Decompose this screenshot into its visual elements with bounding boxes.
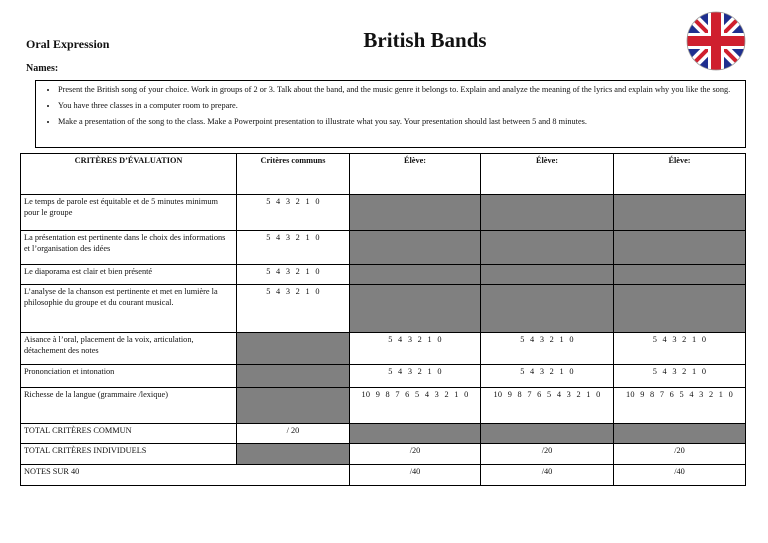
names-label: Names:	[26, 63, 59, 74]
notes-student-2: /40	[481, 465, 614, 486]
evaluation-table	[20, 153, 746, 486]
header-common: Critères communs	[237, 154, 350, 195]
common-score-scale: 5 4 3 2 1 0	[237, 195, 350, 231]
table-header-row	[21, 154, 746, 195]
table-row	[21, 265, 746, 285]
student-1-score-scale: 10 9 8 7 6 5 4 3 2 1 0	[350, 388, 481, 424]
criterion-label: Aisance à l’oral, placement de la voix, articulation, détachement des notes	[21, 333, 237, 365]
header-criteria: CRITÈRES D’ÉVALUATION	[21, 154, 237, 195]
common-score-scale: 5 4 3 2 1 0	[237, 231, 350, 265]
shaded-cell	[614, 195, 746, 231]
shaded-cell	[350, 285, 481, 333]
total-individual-student-1: /20	[350, 444, 481, 465]
shaded-cell	[481, 195, 614, 231]
shaded-cell	[237, 333, 350, 365]
student-1-score-scale: 5 4 3 2 1 0	[350, 365, 481, 388]
shaded-cell	[614, 424, 746, 444]
criterion-label: Le temps de parole est équitable et de 5 minutes minimum pour le groupe	[21, 195, 237, 231]
table-row	[21, 365, 746, 388]
total-individual-row	[21, 444, 746, 465]
shaded-cell	[481, 231, 614, 265]
instruction-item: • You have three classes in a computer room to prepare.	[58, 100, 739, 111]
shaded-cell	[350, 265, 481, 285]
shaded-cell	[237, 365, 350, 388]
total-common-value: / 20	[237, 424, 350, 444]
shaded-cell	[481, 265, 614, 285]
student-2-score-scale: 5 4 3 2 1 0	[481, 365, 614, 388]
shaded-cell	[614, 231, 746, 265]
table-row	[21, 285, 746, 333]
notes-student-3: /40	[614, 465, 746, 486]
notes-label: NOTES SUR 40	[21, 465, 350, 486]
student-1-score-scale: 5 4 3 2 1 0	[350, 333, 481, 365]
common-score-scale: 5 4 3 2 1 0	[237, 285, 350, 333]
total-individual-student-3: /20	[614, 444, 746, 465]
page-title: British Bands	[363, 28, 487, 52]
student-3-score-scale: 5 4 3 2 1 0	[614, 333, 746, 365]
student-2-score-scale: 10 9 8 7 6 5 4 3 2 1 0	[481, 388, 614, 424]
instruction-item: • Present the British song of your choice. Work in groups of 2 or 3. Talk about the band, and the music genre it belongs to. Explain and analyze the meaning of the lyrics and explain why you like the song.	[58, 84, 739, 95]
total-individual-student-2: /20	[481, 444, 614, 465]
instruction-item: • Make a presentation of the song to the class. Make a Powerpoint presentation to illustrate what you say. Your presentation should last between 5 and 8 minutes.	[58, 116, 739, 127]
shaded-cell	[237, 444, 350, 465]
student-2-score-scale: 5 4 3 2 1 0	[481, 333, 614, 365]
criterion-label: L’analyse de la chanson est pertinente et met en lumière la philosophie du groupe et du courant musical.	[21, 285, 237, 333]
shaded-cell	[614, 285, 746, 333]
notes-row	[21, 465, 746, 486]
uk-flag-icon	[686, 11, 746, 71]
student-3-score-scale: 5 4 3 2 1 0	[614, 365, 746, 388]
shaded-cell	[237, 388, 350, 424]
shaded-cell	[350, 195, 481, 231]
table-row	[21, 231, 746, 265]
student-3-score-scale: 10 9 8 7 6 5 4 3 2 1 0	[614, 388, 746, 424]
shaded-cell	[614, 265, 746, 285]
header-student-2: Élève:	[481, 154, 614, 195]
shaded-cell	[481, 285, 614, 333]
shaded-cell	[350, 424, 481, 444]
notes-student-1: /40	[350, 465, 481, 486]
subject-label: Oral Expression	[26, 37, 110, 51]
table-row	[21, 333, 746, 365]
common-score-scale: 5 4 3 2 1 0	[237, 265, 350, 285]
table-row	[21, 195, 746, 231]
total-common-row	[21, 424, 746, 444]
shaded-cell	[350, 231, 481, 265]
instructions-box	[35, 80, 746, 148]
criterion-label: Prononciation et intonation	[21, 365, 237, 388]
criterion-label: Le diaporama est clair et bien présenté	[21, 265, 237, 285]
criterion-label: Richesse de la langue (grammaire /lexique)	[21, 388, 237, 424]
header-student-3: Élève:	[614, 154, 746, 195]
criterion-label: La présentation est pertinente dans le choix des informations et l’organisation des idées	[21, 231, 237, 265]
total-common-label: TOTAL CRITÈRES COMMUN	[21, 424, 237, 444]
total-individual-label: TOTAL CRITÈRES INDIVIDUELS	[21, 444, 237, 465]
table-row	[21, 388, 746, 424]
shaded-cell	[481, 424, 614, 444]
header-student-1: Élève:	[350, 154, 481, 195]
